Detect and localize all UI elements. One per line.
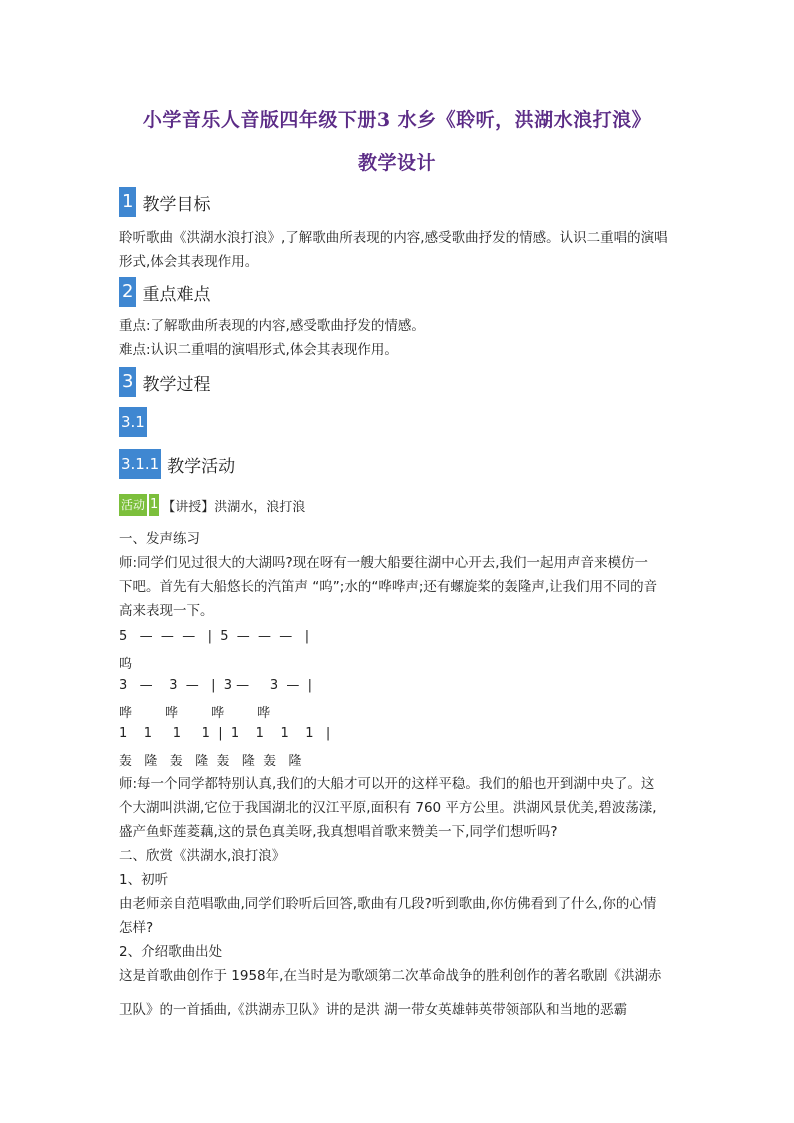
paragraph-line: 卫队》的一首插曲,《洪湖赤卫队》讲的是洪 湖一带女英雄韩英带领部队和当地的恶霸 xyxy=(119,1002,628,1018)
document-subtitle: 教学设计 xyxy=(357,152,436,174)
paragraph-line: 师:同学们见过很大的大湖吗?现在呀有一艘大船要往湖中心开去,我们一起用声音来模仿一 xyxy=(119,555,649,571)
lyric-line: 哗 哗 哗 哗 xyxy=(119,706,271,721)
heading-voice-practice: 一、发声练习 xyxy=(119,531,200,547)
heading-song-origin: 2、介绍歌曲出处 xyxy=(119,944,223,960)
paragraph-line: 由老师亲自范唱歌曲,同学们聆听后回答,歌曲有几段?听到歌曲,你仿佛看到了什么,你的心情 xyxy=(119,896,657,912)
section-number: 2 xyxy=(119,277,136,307)
section-heading-keypoints xyxy=(119,277,210,307)
section-label: 教学过程 xyxy=(142,374,211,395)
paragraph-line: 个大湖叫洪湖,它位于我国湖北的汉江平原,面积有 760 平方公里。洪湖风景优美,碧波荡漾, xyxy=(119,800,657,816)
objectives-text: 聆听歌曲《洪湖水浪打浪》,了解歌曲所表现的内容,感受歌曲抒发的情感。认识二重唱的演唱形式,体会其表现作用。 xyxy=(119,230,668,270)
lyric-line: 呜 xyxy=(119,657,133,672)
subsection-number: 3.1.1 xyxy=(119,449,161,479)
notation-line: 1 1 1 1 | 1 1 1 1 | xyxy=(119,726,331,741)
document-title: 小学音乐人音版四年级下册3 水乡《聆听，洪湖水浪打浪》 xyxy=(142,109,652,131)
lyric-line: 轰 隆 轰 隆 轰 隆 轰 隆 xyxy=(119,754,302,769)
section-heading-objectives xyxy=(119,187,210,217)
paragraph-line: 这是首歌曲创作于 1958年,在当时是为歌颂第二次革命战争的胜利创作的著名歌剧《洪湖赤 xyxy=(119,968,662,984)
section-heading-process xyxy=(119,367,210,397)
section-label: 重点难点 xyxy=(142,284,211,305)
subsection-heading-3-1 xyxy=(119,407,147,437)
subsection-label: 教学活动 xyxy=(167,456,236,477)
paragraph-line: 怎样? xyxy=(119,920,154,936)
paragraph-line: 师:每一个同学都特别认真,我们的大船才可以开的这样平稳。我们的船也开到湖中央了。这 xyxy=(119,776,655,792)
subsection-number: 3.1 xyxy=(119,407,147,437)
section-number: 1 xyxy=(119,187,136,217)
paragraph-line: 高来表现一下。 xyxy=(119,603,214,619)
key-point-text: 重点:了解歌曲所表现的内容,感受歌曲抒发的情感。 xyxy=(119,318,425,334)
heading-first-listen: 1、初听 xyxy=(119,872,169,888)
paragraph-line: 盛产鱼虾莲菱藕,这的景色真美呀,我真想唱首歌来赞美一下,同学们想听吗? xyxy=(119,824,558,840)
notation-line: 3 — 3 — | 3 — 3 — | xyxy=(119,678,313,693)
paragraph-line: 下吧。首先有大船悠长的汽笛声 “呜”;水的“哗哗声;还有螺旋桨的轰隆声,让我们用不同的音 xyxy=(119,579,658,595)
difficulty-text: 难点:认识二重唱的演唱形式,体会其表现作用。 xyxy=(119,342,398,358)
heading-enjoy: 二、欣赏《洪湖水,浪打浪》 xyxy=(119,848,286,864)
activity-row xyxy=(119,494,305,516)
subsection-heading-3-1-1 xyxy=(119,449,235,479)
section-number: 3 xyxy=(119,367,136,397)
activity-badge: 活动 xyxy=(119,494,147,516)
notation-line: 5 — — — | 5 — — — | xyxy=(119,629,310,644)
activity-number: 1 xyxy=(149,494,159,516)
section-label: 教学目标 xyxy=(142,194,211,215)
activity-title: 【讲授】洪湖水，浪打浪 xyxy=(162,499,306,515)
